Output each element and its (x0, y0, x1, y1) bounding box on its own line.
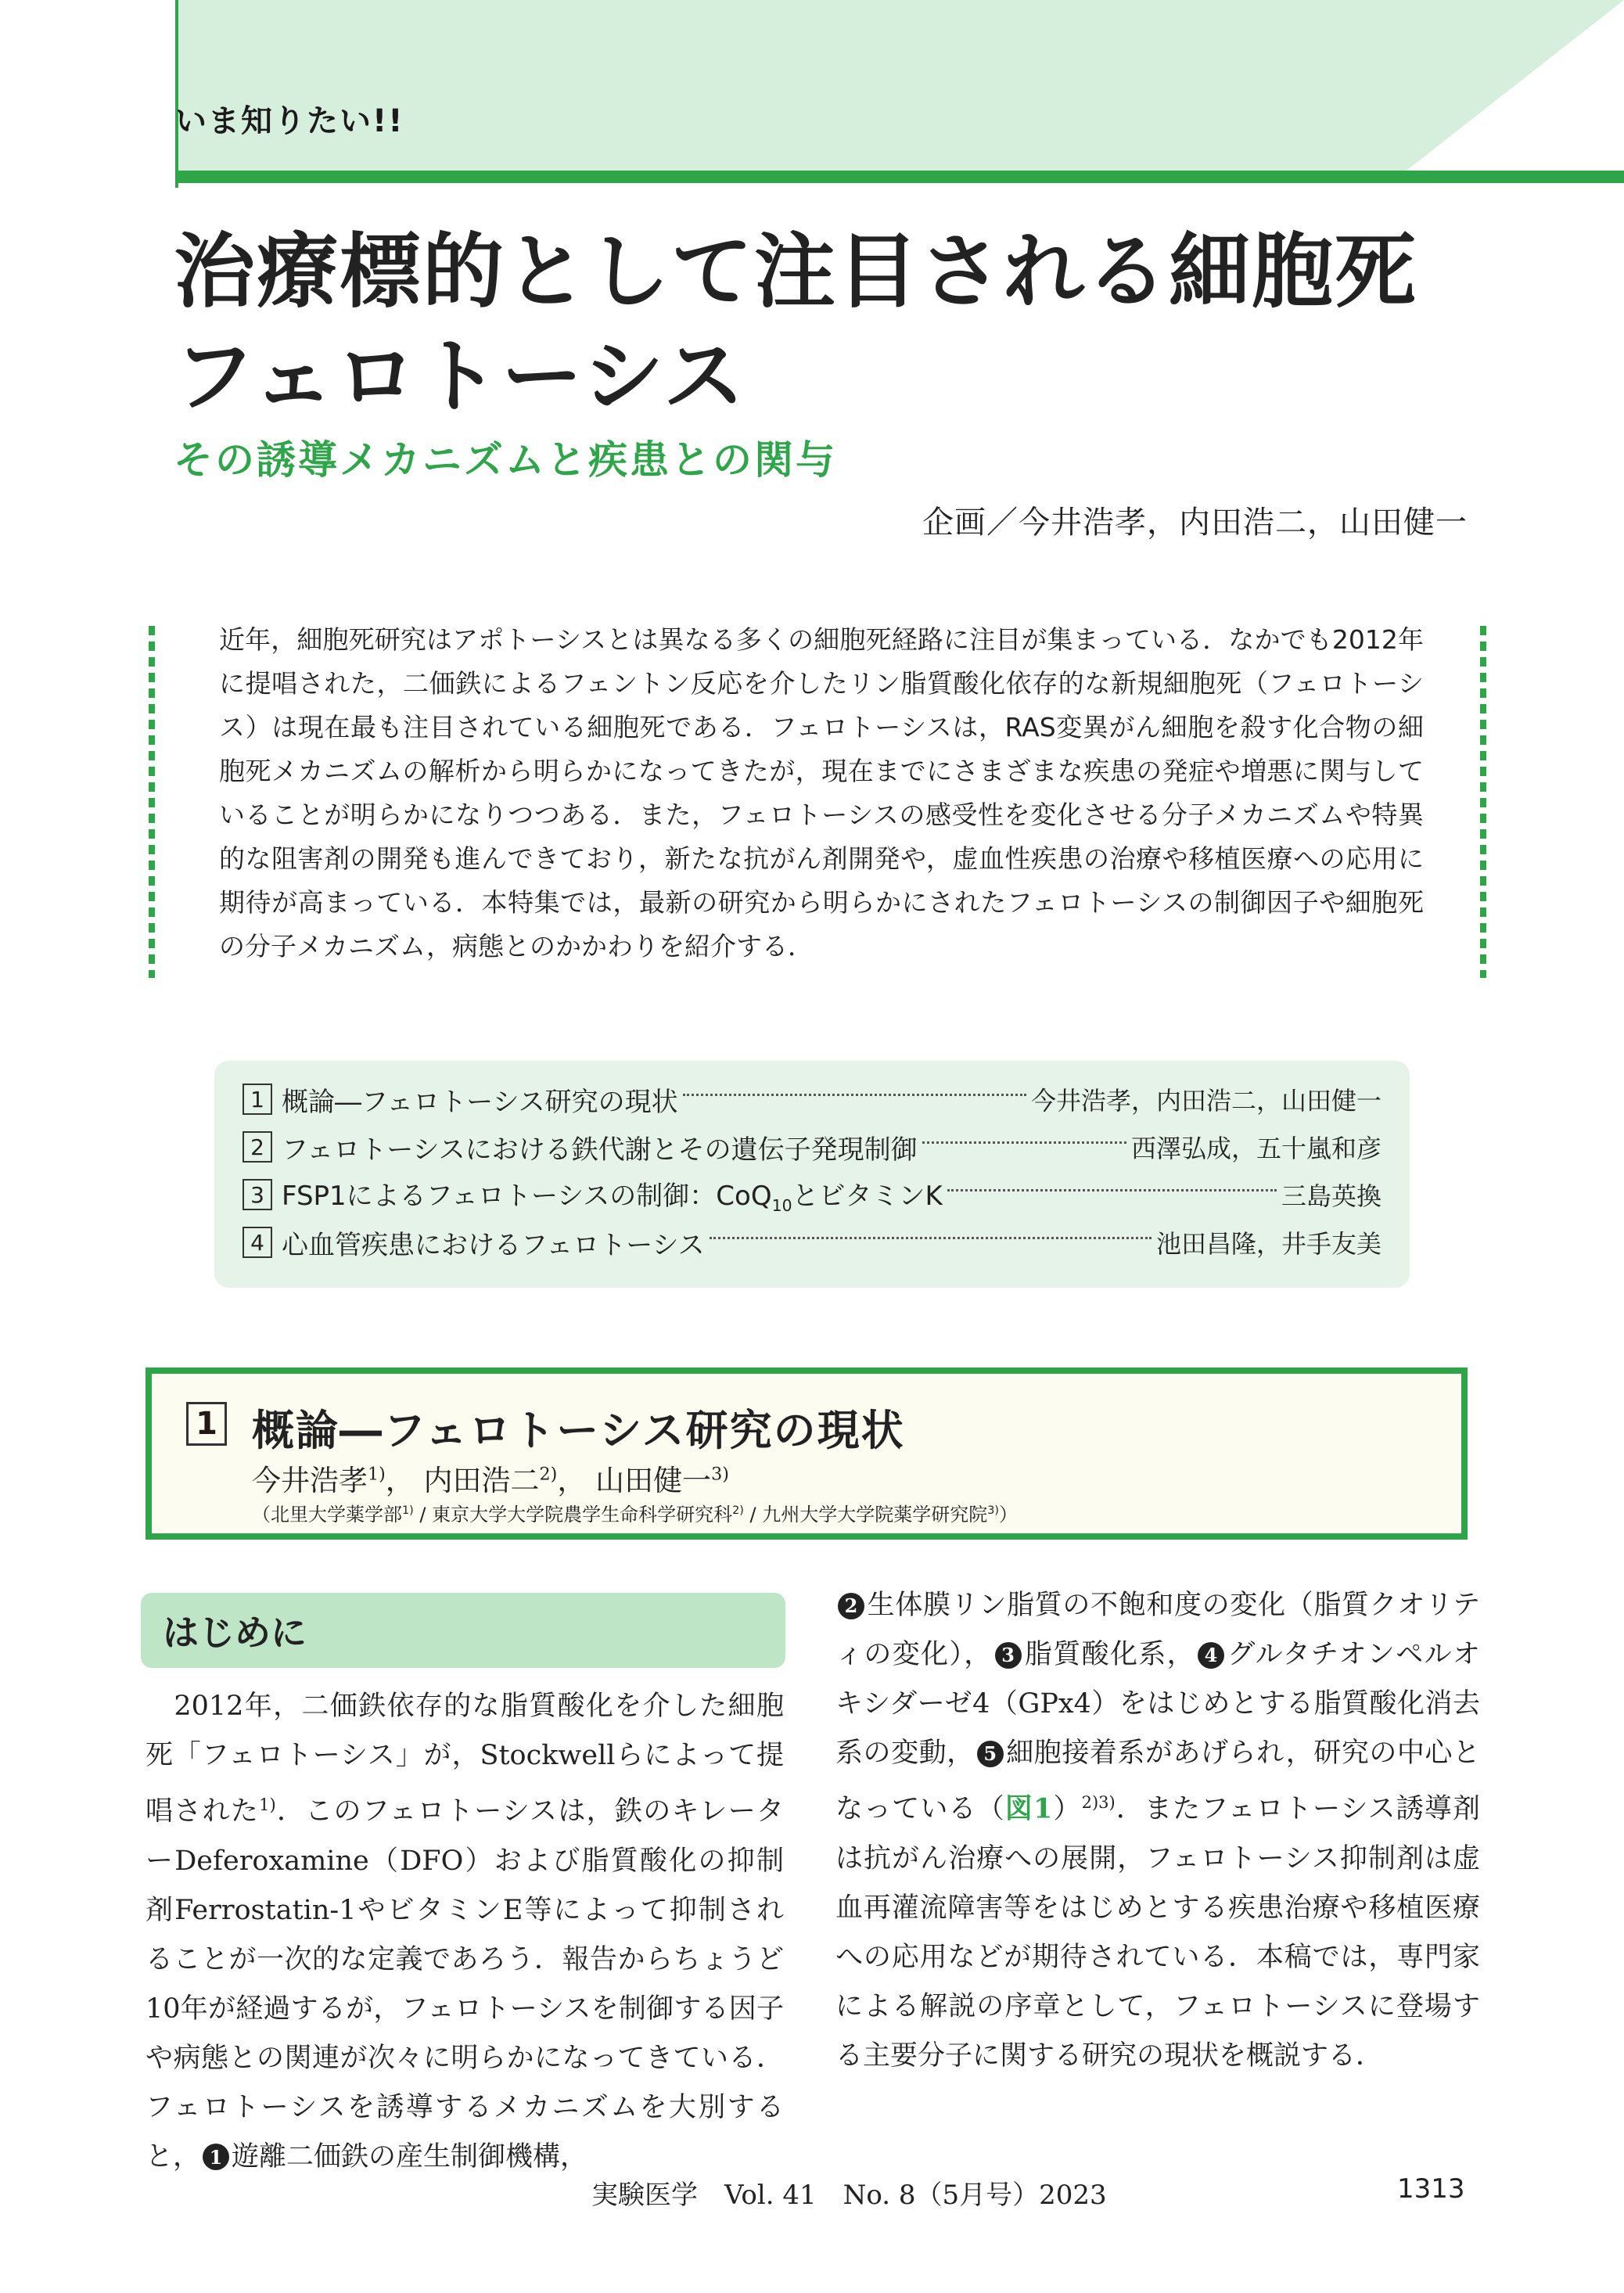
toc-item-4[interactable] (243, 1223, 1381, 1262)
toc-authors: 池田昌隆，井手友美 (1155, 1229, 1381, 1259)
body-left-column: 2012年，二価鉄依存的な脂質酸化を介した細胞死「フェロトーシス」が，Stockwellらによって提唱された$^{1)}$．このフェロトーシスは，鉄のキレーターDeferoxamine（DFO）および脂質酸化の抑制剤Ferrostatin-1やビタミンE等によって抑制されることが一次的な定義であろう．報告からちょうど10年が経過するが，フェロトーシスを制御する因子や病態との関連が次々に明らかになってきている．フェロトーシスを誘導するメカニズムを大別すると， 1 遊離二価鉄の産生制御機構， (146, 1691, 784, 2173)
table-of-contents (214, 1061, 1410, 1288)
toc-authors: 西澤弘成，五十嵐和彦 (1130, 1134, 1381, 1163)
header-band (0, 0, 1624, 178)
article-subtitle: その誘導メカニズムと疾患との関与 (174, 437, 837, 483)
circled-number-3: 3 (995, 1642, 1022, 1669)
abstract-box (149, 618, 1486, 986)
toc-number: 3 (243, 1179, 272, 1210)
toc-item-2[interactable] (243, 1127, 1381, 1166)
journal-info: 実験医学 Vol. 41 No. 8（5月号）2023 (591, 2180, 1107, 2211)
section-number: 1 (186, 1402, 227, 1446)
figure-link[interactable]: 図1 (1004, 1792, 1053, 1825)
toc-leader-dots (947, 1189, 1277, 1191)
header-vertical-rule (175, 0, 178, 188)
toc-number: 2 (243, 1131, 272, 1163)
toc-leader-dots (710, 1237, 1152, 1239)
toc-title: 概論―フェロトーシス研究の現状 (282, 1086, 678, 1118)
abstract-right-rule (1480, 626, 1486, 978)
intro-heading: はじめに (141, 1593, 785, 1668)
section-title: 概論―フェロトーシス研究の現状 (252, 1406, 905, 1455)
circled-number-1: 1 (203, 2144, 229, 2170)
circled-number-2: 2 (838, 1593, 864, 1619)
toc-item-1[interactable] (243, 1080, 1381, 1119)
toc-title: FSP1によるフェロトーシスの制御：CoQ$_{10}$とビタミンK (282, 1181, 943, 1215)
body-right-column: 2 生体膜リン脂質の不飽和度の変化（脂質クオリティの変化）， 3 脂質酸化系， 4 グルタチオンペルオキシダーゼ4（GPx4）をはじめとする脂質酸化消去系の変動， 5 細胞接着系があげられ，研究の中心となっている（図1）$^{2)3)}$．またフェロトーシス誘導剤は抗がん治療への展開，フェロトーシス抑制剤は虚血再灌流障害等をはじめとする疾患治療や移植医療への応用などが期待されている．本稿では，専門家による解説の序章として，フェロトーシスに登場する主要分子に関する研究の現状を概説する． (835, 1590, 1480, 2072)
section-header-box (146, 1368, 1468, 1540)
toc-leader-dots (922, 1141, 1126, 1144)
header-left-margin (0, 0, 175, 188)
toc-authors: 今井浩孝，内田浩二，山田健一 (1030, 1086, 1381, 1116)
toc-authors: 三島英換 (1281, 1181, 1381, 1211)
toc-item-3[interactable] (243, 1175, 1381, 1214)
page-footer (0, 2173, 1624, 2212)
page-number: 1313 (1397, 2173, 1465, 2205)
section-affiliations: （北里大学薬学部$^{1)}$ / 東京大学大学院農学生命科学研究科$^{2)}$ / 九州大学大学院薬学研究院$^{3)}$） (252, 1504, 1019, 1526)
section-authors: 今井浩孝$^{1)}$， 内田浩二$^{2)}$， 山田健一$^{3)}$ (252, 1464, 729, 1497)
circled-number-5: 5 (977, 1741, 1004, 1767)
article-title: 治療標的として注目される細胞死 フェロトーシス (174, 224, 1418, 424)
header-rule (175, 171, 1624, 183)
header-corner-shape (1392, 0, 1624, 181)
toc-number: 4 (243, 1227, 272, 1258)
toc-title: 心血管疾患におけるフェロトーシス (282, 1229, 705, 1261)
circled-number-4: 4 (1198, 1642, 1224, 1669)
toc-leader-dots (683, 1094, 1026, 1096)
section-kicker: いま知りたい!! (175, 103, 404, 139)
toc-title: フェロトーシスにおける鉄代謝とその遺伝子発現制御 (282, 1134, 918, 1166)
article-planners: 企画／今井浩孝，内田浩二，山田健一 (922, 505, 1468, 541)
abstract-text: 近年，細胞死研究はアポトーシスとは異なる多くの細胞死経路に注目が集まっている．なかでも2012年に提唱された，二価鉄によるフェントン反応を介したリン脂質酸化依存的な新規細胞死（フェロトーシス）は現在最も注目されている細胞死である．フェロトーシスは，RAS変異がん細胞を殺す化合物の細胞死メカニズムの解析から明らかになってきたが，現在までにさまざまな疾患の発症や増悪に関与していることが明らかになりつつある．また，フェロトーシスの感受性を変化させる分子メカニズムや特異的な阻害剤の開発も進んできており，新たな抗がん剤開発や，虚血性疾患の治療や移植医療への応用に期待が高まっている．本特集では，最新の研究から明らかにされたフェロトーシスの制御因子や細胞死の分子メカニズム，病態とのかかわりを紹介する． (219, 624, 1425, 961)
abstract-left-rule (149, 626, 155, 978)
toc-number: 1 (243, 1084, 272, 1115)
